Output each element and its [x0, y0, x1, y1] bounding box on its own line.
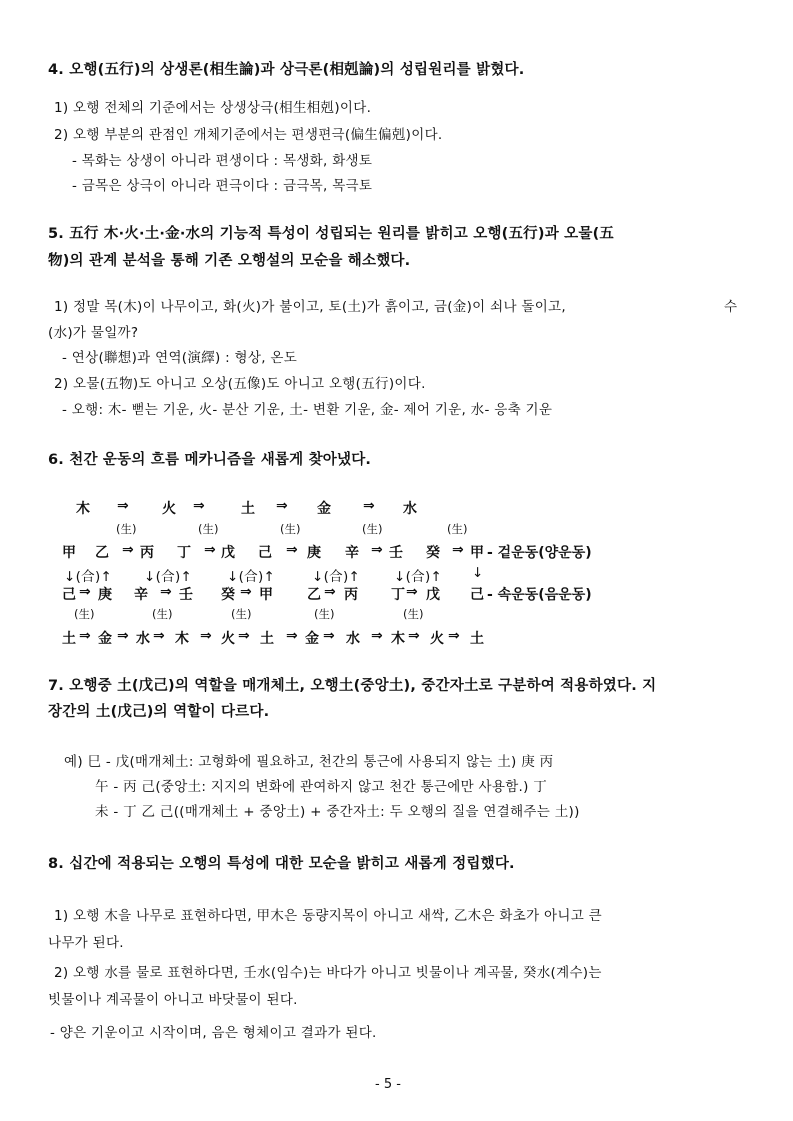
sheng-label: (生) [231, 607, 252, 621]
stem-wu: 戊 [221, 545, 235, 561]
sheng-label: (生) [447, 522, 468, 536]
inner-motion-label: - 속운동(음운동) [487, 587, 592, 603]
flow-arrow: ⇒ [408, 628, 420, 644]
sheng-label: (生) [74, 607, 95, 621]
section-5-question-2: 2) 오물(五物)도 아니고 오상(五像)도 아니고 오행(五行)이다. [54, 376, 426, 392]
cycle-water: 水 [346, 631, 360, 647]
flow-water: 水 [403, 501, 417, 517]
he-link: ↓(合)↑ [312, 569, 361, 585]
stem-ding: 丁 [391, 587, 405, 603]
flow-arrow: ⇒ [406, 584, 418, 600]
stem-ding: 丁 [177, 545, 191, 561]
section-4-item-2: 2) 오행 부분의 관점인 개체기준에서는 편생편극(偏生偏剋)이다. [54, 127, 443, 143]
stem-wu: 戊 [426, 587, 440, 603]
section-7-heading-line-2: 장간의 土(戊己)의 역할이 다르다. [48, 704, 270, 720]
stem-geng: 庚 [98, 587, 112, 603]
flow-arrow: ⇒ [448, 628, 460, 644]
stem-ji: 己 [470, 587, 484, 603]
section-6-heading: 6. 천간 운동의 흐름 메카니즘을 새롭게 찾아냈다. [48, 452, 372, 468]
section-7-example-1: 예) 巳 - 戊(매개체土: 고형화에 필요하고, 천간의 통근에 사용되지 않는 土) 庚 丙 [64, 754, 554, 770]
section-8-paragraph-1-line-2: 나무가 된다. [48, 935, 124, 951]
sheng-label: (生) [403, 607, 424, 621]
stem-geng: 庚 [307, 545, 321, 561]
page-number: - 5 - [375, 1077, 401, 1092]
section-7-heading-line-1: 7. 오행중 土(戊己)의 역할을 매개체土, 오행土(중앙土), 중간자土로 구분하여 적용하였다. 지 [48, 678, 657, 694]
section-8-paragraph-2-line-1: 2) 오행 水를 물로 표현하다면, 壬水(임수)는 바다가 아니고 빗물이나 계곡물, 癸水(계수)는 [54, 965, 602, 981]
flow-arrow: ⇒ [193, 498, 205, 514]
stem-ren: 壬 [389, 545, 403, 561]
stem-gui: 癸 [221, 587, 235, 603]
flow-arrow: ⇒ [204, 542, 216, 558]
flow-arrow: ⇒ [79, 628, 91, 644]
stem-jia: 甲 [62, 545, 76, 561]
section-7-example-3: 未 - 丁 乙 己((매개체土 + 중앙土) + 중간자土: 두 오행의 질을 연결해주는 土)) [95, 804, 580, 820]
flow-arrow: ⇒ [160, 584, 172, 600]
cycle-fire: 火 [221, 631, 235, 647]
flow-arrow: ⇒ [240, 584, 252, 600]
section-8-heading: 8. 십간에 적용되는 오행의 특성에 대한 모순을 밝히고 새롭게 정립했다. [48, 856, 515, 872]
sheng-label: (生) [280, 522, 301, 536]
section-8-paragraph-2-line-2: 빗물이나 계곡물이 아니고 바닷물이 된다. [48, 992, 298, 1008]
section-8-paragraph-1-line-1: 1) 오행 木을 나무로 표현하다면, 甲木은 동량지목이 아니고 새싹, 乙木은 화초가 아니고 큰 [54, 908, 602, 924]
sheng-label: (生) [116, 522, 137, 536]
stem-ji: 己 [62, 587, 76, 603]
section-4-item-1: 1) 오행 전체의 기준에서는 상생상극(相生相剋)이다. [54, 100, 372, 116]
cycle-earth: 土 [62, 631, 76, 647]
section-4-bullet-1: - 목화는 상생이 아니라 편생이다 : 목생화, 화생토 [72, 153, 373, 169]
flow-wood: 木 [76, 501, 90, 517]
stem-gui: 癸 [426, 545, 440, 561]
flow-arrow: ⇒ [117, 498, 129, 514]
flow-arrow: ⇒ [286, 542, 298, 558]
cycle-fire: 火 [430, 631, 444, 647]
cycle-wood: 木 [391, 631, 405, 647]
stem-bing: 丙 [140, 545, 154, 561]
flow-arrow: ⇒ [323, 628, 335, 644]
he-link: ↓(合)↑ [394, 569, 443, 585]
stem-xin: 辛 [134, 587, 148, 603]
cycle-earth: 土 [260, 631, 274, 647]
stem-ji: 己 [258, 545, 272, 561]
cycle-metal: 金 [98, 631, 112, 647]
flow-arrow: ⇒ [286, 628, 298, 644]
stem-bing: 丙 [344, 587, 358, 603]
section-4-heading: 4. 오행(五行)의 상생론(相生論)과 상극론(相剋論)의 성립원리를 밝혔다. [48, 62, 525, 78]
flow-arrow: ⇒ [117, 628, 129, 644]
cycle-wood: 木 [175, 631, 189, 647]
stem-yi: 乙 [307, 587, 321, 603]
section-5-question-1-tail: 수 [724, 299, 738, 315]
section-4-bullet-2: - 금목은 상극이 아니라 편극이다 : 금극목, 목극토 [72, 178, 373, 194]
outer-motion-label: - 겉운동(양운동) [487, 545, 592, 561]
flow-metal: 金 [317, 501, 331, 517]
section-7-example-2: 午 - 丙 己(중앙土: 지지의 변화에 관여하지 않고 천간 통근에만 사용함.) 丁 [95, 779, 548, 795]
section-5-bullet-1: - 연상(聯想)과 연역(演繹) : 형상, 온도 [62, 350, 298, 366]
stem-xin: 辛 [345, 545, 359, 561]
section-5-question-1: 1) 정말 목(木)이 나무이고, 화(火)가 불이고, 토(土)가 흙이고, 금(金)이 쇠나 돌이고, [54, 299, 566, 315]
stem-ren: 壬 [179, 587, 193, 603]
flow-arrow: ⇒ [276, 498, 288, 514]
flow-arrow: ⇒ [238, 628, 250, 644]
section-5-bullet-2: - 오행: 木- 뻗는 기운, 火- 분산 기운, 土- 변환 기운, 金- 제어 기운, 水- 응축 기운 [62, 402, 553, 418]
flow-arrow: ⇒ [122, 542, 134, 558]
section-8-note: - 양은 기운이고 시작이며, 음은 형체이고 결과가 된다. [50, 1025, 377, 1041]
section-5-heading-line-2: 物)의 관계 분석을 통해 기존 오행설의 모순을 해소했다. [48, 253, 411, 269]
sheng-label: (生) [198, 522, 219, 536]
sheng-label: (生) [152, 607, 173, 621]
flow-arrow: ⇒ [200, 628, 212, 644]
flow-arrow: ⇒ [324, 584, 336, 600]
sheng-label: (生) [314, 607, 335, 621]
he-link: ↓(合)↑ [144, 569, 193, 585]
flow-arrow: ⇒ [153, 628, 165, 644]
flow-fire: 火 [162, 501, 176, 517]
cycle-earth: 土 [470, 631, 484, 647]
he-link: ↓(合)↑ [227, 569, 276, 585]
flow-arrow: ⇒ [79, 584, 91, 600]
flow-earth: 土 [241, 501, 255, 517]
flow-arrow: ⇒ [371, 542, 383, 558]
flow-arrow: ⇒ [363, 498, 375, 514]
section-5-heading-line-1: 5. 五行 木·火·土·金·水의 기능적 특성이 성립되는 원리를 밝히고 오행(五行)과 오물(五 [48, 226, 615, 242]
down-arrow: ↓ [472, 565, 484, 581]
flow-arrow: ⇒ [371, 628, 383, 644]
stem-jia: 甲 [259, 587, 273, 603]
he-link: ↓(合)↑ [64, 569, 113, 585]
sheng-label: (生) [362, 522, 383, 536]
section-5-question-1-cont: (水)가 물일까? [48, 325, 139, 341]
flow-arrow: ⇒ [452, 542, 464, 558]
stem-jia: 甲 [470, 545, 484, 561]
cycle-water: 水 [136, 631, 150, 647]
stem-yi: 乙 [95, 545, 109, 561]
cycle-metal: 金 [305, 631, 319, 647]
